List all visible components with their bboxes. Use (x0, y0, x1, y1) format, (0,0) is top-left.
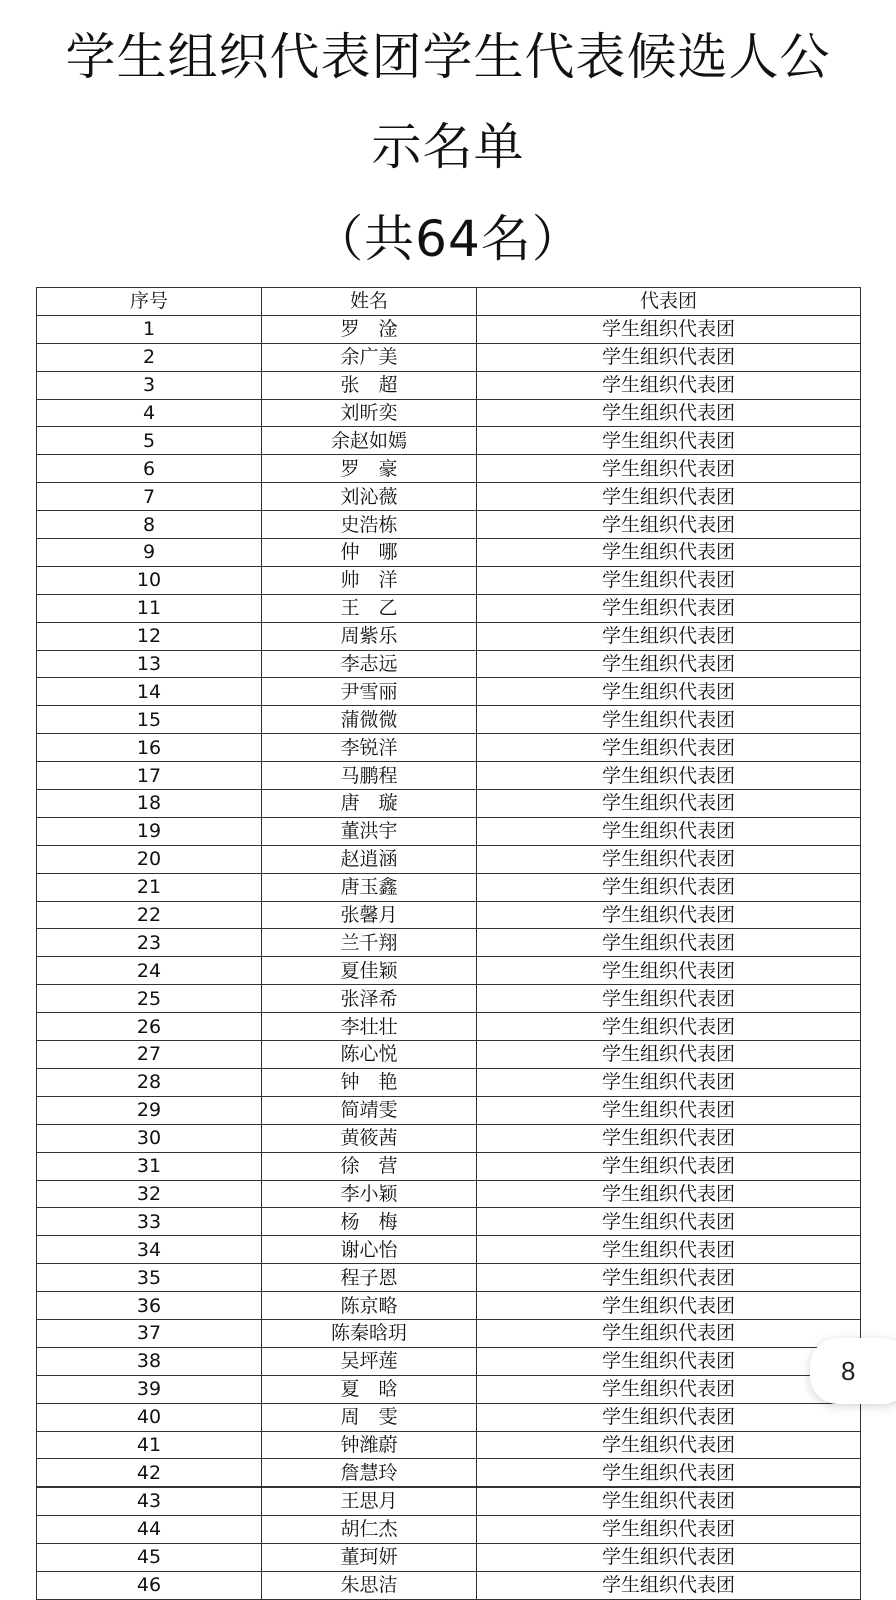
cell-delegation: 学生组织代表团 (477, 399, 861, 427)
cell-delegation: 学生组织代表团 (477, 957, 861, 985)
table-row (37, 817, 861, 845)
cell-delegation: 学生组织代表团 (477, 1068, 861, 1096)
candidate-table-continued (36, 1487, 861, 1600)
cell-delegation: 学生组织代表团 (477, 1180, 861, 1208)
cell-index: 3 (37, 371, 262, 399)
cell-delegation: 学生组织代表团 (477, 1515, 861, 1543)
cell-delegation: 学生组织代表团 (477, 622, 861, 650)
cell-name: 罗 淦 (262, 315, 477, 343)
table-row (37, 483, 861, 511)
table-row (37, 1571, 861, 1599)
cell-name: 刘沁薇 (262, 483, 477, 511)
cell-delegation: 学生组织代表团 (477, 1096, 861, 1124)
cell-index: 35 (37, 1264, 262, 1292)
cell-delegation: 学生组织代表团 (477, 483, 861, 511)
cell-name: 李小颖 (262, 1180, 477, 1208)
cell-name: 周紫乐 (262, 622, 477, 650)
cell-name: 赵逍涵 (262, 845, 477, 873)
cell-index: 21 (37, 873, 262, 901)
table-row (37, 1068, 861, 1096)
cell-index: 41 (37, 1431, 262, 1459)
cell-delegation: 学生组织代表团 (477, 1013, 861, 1041)
table-row (37, 1431, 861, 1459)
table-row (37, 1292, 861, 1320)
table-row (37, 901, 861, 929)
cell-name: 史浩栋 (262, 511, 477, 539)
table-row (37, 1515, 861, 1543)
cell-index: 20 (37, 845, 262, 873)
cell-index: 19 (37, 817, 262, 845)
table-row (37, 1319, 861, 1347)
cell-name: 钟 艳 (262, 1068, 477, 1096)
header-name: 姓名 (262, 288, 477, 316)
cell-delegation: 学生组织代表团 (477, 734, 861, 762)
cell-delegation: 学生组织代表团 (477, 1319, 861, 1347)
cell-index: 1 (37, 315, 262, 343)
cell-name: 程子恩 (262, 1264, 477, 1292)
table-row (37, 929, 861, 957)
cell-name: 帅 洋 (262, 566, 477, 594)
cell-index: 38 (37, 1347, 262, 1375)
cell-index: 39 (37, 1375, 262, 1403)
cell-delegation: 学生组织代表团 (477, 1236, 861, 1264)
cell-delegation: 学生组织代表团 (477, 1403, 861, 1431)
cell-index: 6 (37, 455, 262, 483)
cell-name: 陈心悦 (262, 1041, 477, 1069)
cell-index: 11 (37, 594, 262, 622)
cell-name: 唐玉鑫 (262, 873, 477, 901)
cell-index: 14 (37, 678, 262, 706)
cell-index: 42 (37, 1459, 262, 1487)
cell-name: 李锐洋 (262, 734, 477, 762)
cell-name: 杨 梅 (262, 1208, 477, 1236)
cell-name: 蒲微微 (262, 706, 477, 734)
cell-name: 夏 晗 (262, 1375, 477, 1403)
table-row (37, 1152, 861, 1180)
cell-index: 15 (37, 706, 262, 734)
table-row (37, 566, 861, 594)
cell-name: 詹慧玲 (262, 1459, 477, 1487)
cell-delegation: 学生组织代表团 (477, 371, 861, 399)
cell-index: 13 (37, 650, 262, 678)
cell-index: 17 (37, 762, 262, 790)
cell-delegation: 学生组织代表团 (477, 1459, 861, 1487)
cell-delegation: 学生组织代表团 (477, 1208, 861, 1236)
cell-delegation: 学生组织代表团 (477, 817, 861, 845)
table-row (37, 399, 861, 427)
cell-index: 8 (37, 511, 262, 539)
cell-index: 2 (37, 343, 262, 371)
cell-delegation: 学生组织代表团 (477, 455, 861, 483)
cell-name: 张泽希 (262, 985, 477, 1013)
cell-delegation: 学生组织代表团 (477, 1375, 861, 1403)
cell-delegation: 学生组织代表团 (477, 1124, 861, 1152)
cell-delegation: 学生组织代表团 (477, 1292, 861, 1320)
cell-delegation: 学生组织代表团 (477, 929, 861, 957)
table-row (37, 734, 861, 762)
table-row (37, 678, 861, 706)
cell-name: 陈京略 (262, 1292, 477, 1320)
cell-name: 刘昕奕 (262, 399, 477, 427)
cell-delegation: 学生组织代表团 (477, 1571, 861, 1599)
header-delegation: 代表团 (477, 288, 861, 316)
cell-index: 43 (37, 1488, 262, 1516)
table-row (37, 1403, 861, 1431)
table-row (37, 985, 861, 1013)
cell-index: 10 (37, 566, 262, 594)
cell-index: 36 (37, 1292, 262, 1320)
cell-index: 28 (37, 1068, 262, 1096)
cell-delegation: 学生组织代表团 (477, 427, 861, 455)
table-row (37, 1264, 861, 1292)
cell-name: 朱思洁 (262, 1571, 477, 1599)
table-row (37, 371, 861, 399)
cell-index: 40 (37, 1403, 262, 1431)
table-row (37, 622, 861, 650)
table-row (37, 873, 861, 901)
cell-index: 24 (37, 957, 262, 985)
candidate-table-page-1 (36, 287, 860, 1487)
table-row (37, 511, 861, 539)
table-row (37, 539, 861, 567)
cell-name: 陈秦晗玥 (262, 1319, 477, 1347)
table-row (37, 594, 861, 622)
cell-index: 45 (37, 1543, 262, 1571)
cell-index: 26 (37, 1013, 262, 1041)
table-row (37, 1013, 861, 1041)
cell-delegation: 学生组织代表团 (477, 511, 861, 539)
table-row (37, 315, 861, 343)
cell-name: 黄筱茜 (262, 1124, 477, 1152)
cell-name: 王 乙 (262, 594, 477, 622)
cell-delegation: 学生组织代表团 (477, 566, 861, 594)
cell-delegation: 学生组织代表团 (477, 901, 861, 929)
table-row (37, 1488, 861, 1516)
cell-delegation: 学生组织代表团 (477, 1543, 861, 1571)
table-row (37, 706, 861, 734)
cell-name: 钟潍蔚 (262, 1431, 477, 1459)
table-row (37, 650, 861, 678)
cell-delegation: 学生组织代表团 (477, 1041, 861, 1069)
table-row (37, 343, 861, 371)
cell-delegation: 学生组织代表团 (477, 706, 861, 734)
cell-delegation: 学生组织代表团 (477, 594, 861, 622)
cell-delegation: 学生组织代表团 (477, 1152, 861, 1180)
cell-delegation: 学生组织代表团 (477, 1431, 861, 1459)
cell-delegation: 学生组织代表团 (477, 1264, 861, 1292)
cell-index: 29 (37, 1096, 262, 1124)
table-row (37, 762, 861, 790)
cell-index: 25 (37, 985, 262, 1013)
cell-delegation: 学生组织代表团 (477, 873, 861, 901)
table-header-row (37, 288, 861, 316)
cell-name: 李志远 (262, 650, 477, 678)
table-row (37, 1180, 861, 1208)
cell-name: 仲 哪 (262, 539, 477, 567)
cell-name: 夏佳颖 (262, 957, 477, 985)
cell-index: 23 (37, 929, 262, 957)
cell-index: 27 (37, 1041, 262, 1069)
cell-index: 4 (37, 399, 262, 427)
table-row (37, 1543, 861, 1571)
cell-delegation: 学生组织代表团 (477, 762, 861, 790)
cell-delegation: 学生组织代表团 (477, 1347, 861, 1375)
document-title-line-2: 示名单 (371, 118, 525, 176)
cell-name: 张馨月 (262, 901, 477, 929)
table-row (37, 957, 861, 985)
cell-index: 30 (37, 1124, 262, 1152)
cell-name: 张 超 (262, 371, 477, 399)
header-index: 序号 (37, 288, 262, 316)
cell-name: 李壮壮 (262, 1013, 477, 1041)
cell-delegation: 学生组织代表团 (477, 650, 861, 678)
table-row (37, 427, 861, 455)
table-row (37, 1208, 861, 1236)
cell-index: 18 (37, 790, 262, 818)
table-row (37, 845, 861, 873)
table-row (37, 455, 861, 483)
cell-index: 44 (37, 1515, 262, 1543)
cell-name: 吴坪莲 (262, 1347, 477, 1375)
cell-name: 谢心怡 (262, 1236, 477, 1264)
cell-delegation: 学生组织代表团 (477, 678, 861, 706)
cell-index: 16 (37, 734, 262, 762)
cell-delegation: 学生组织代表团 (477, 985, 861, 1013)
cell-index: 12 (37, 622, 262, 650)
cell-index: 37 (37, 1319, 262, 1347)
cell-name: 唐 璇 (262, 790, 477, 818)
cell-name: 罗 豪 (262, 455, 477, 483)
table-row (37, 1347, 861, 1375)
cell-index: 31 (37, 1152, 262, 1180)
cell-name: 胡仁杰 (262, 1515, 477, 1543)
cell-index: 7 (37, 483, 262, 511)
cell-delegation: 学生组织代表团 (477, 845, 861, 873)
cell-name: 董珂妍 (262, 1543, 477, 1571)
cell-name: 尹雪丽 (262, 678, 477, 706)
page-number-label: 8 (841, 1356, 856, 1386)
cell-name: 马鹏程 (262, 762, 477, 790)
page-number-badge[interactable] (810, 1338, 896, 1404)
table-row (37, 1459, 861, 1487)
candidate-table (36, 287, 861, 1487)
cell-name: 余广美 (262, 343, 477, 371)
table-row (37, 1375, 861, 1403)
cell-index: 46 (37, 1571, 262, 1599)
cell-delegation: 学生组织代表团 (477, 343, 861, 371)
document-title-count: （共64名） (313, 210, 583, 268)
table-row (37, 1041, 861, 1069)
cell-name: 徐 营 (262, 1152, 477, 1180)
cell-name: 周 雯 (262, 1403, 477, 1431)
cell-delegation: 学生组织代表团 (477, 790, 861, 818)
candidate-table-page-2 (36, 1487, 860, 1600)
cell-index: 33 (37, 1208, 262, 1236)
cell-index: 22 (37, 901, 262, 929)
table-row (37, 790, 861, 818)
cell-delegation: 学生组织代表团 (477, 315, 861, 343)
cell-name: 王思月 (262, 1488, 477, 1516)
table-row (37, 1124, 861, 1152)
cell-index: 34 (37, 1236, 262, 1264)
cell-name: 董洪宇 (262, 817, 477, 845)
cell-name: 兰千翔 (262, 929, 477, 957)
cell-name: 简靖雯 (262, 1096, 477, 1124)
cell-index: 5 (37, 427, 262, 455)
document-title-line-1: 学生组织代表团学生代表候选人公 (65, 28, 831, 86)
cell-index: 32 (37, 1180, 262, 1208)
table-row (37, 1236, 861, 1264)
cell-name: 余赵如嫣 (262, 427, 477, 455)
cell-delegation: 学生组织代表团 (477, 539, 861, 567)
cell-index: 9 (37, 539, 262, 567)
cell-delegation: 学生组织代表团 (477, 1488, 861, 1516)
table-row (37, 1096, 861, 1124)
